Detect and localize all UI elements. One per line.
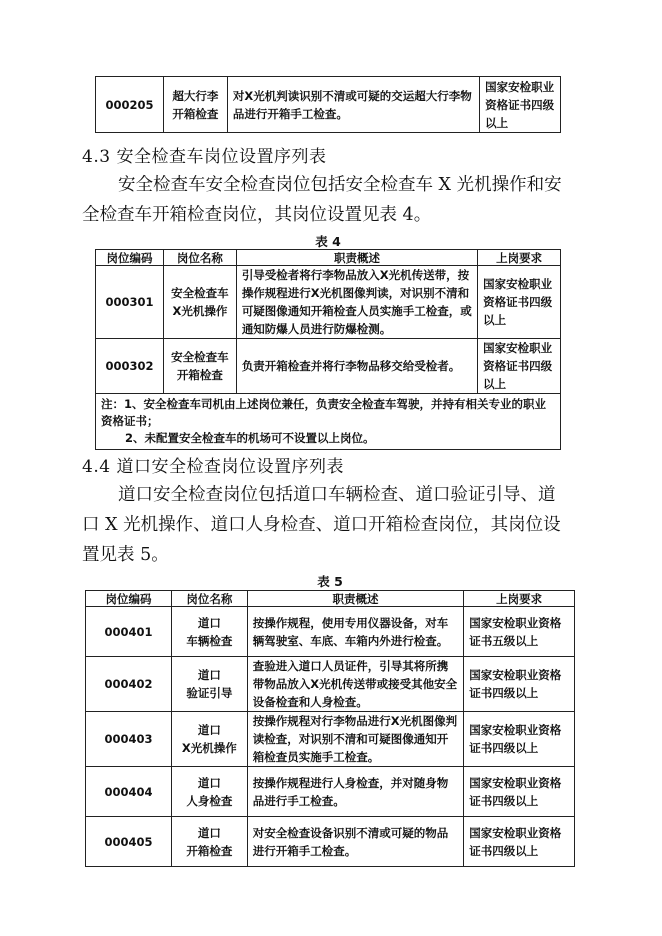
table-row	[96, 266, 561, 339]
name-cell: 道口 车辆检查	[171, 607, 247, 657]
duty-cell: 查验进入道口人员证件，引导其将所携带物品放入X光机传送带或接受其他安全设备检查和人身检查。	[247, 657, 463, 712]
header-req: 上岗要求	[478, 250, 561, 266]
header-req: 上岗要求	[464, 591, 575, 607]
table-note-row	[96, 394, 561, 450]
duty-cell: 按操作规程对行李物品进行X光机图像判读检查，对识别不清和可疑图像通知开箱检查员实施手工检查。	[247, 712, 463, 767]
header-name: 岗位名称	[171, 591, 247, 607]
table-row	[86, 817, 575, 867]
table4-caption: 表 4	[315, 234, 341, 249]
table-note	[96, 394, 561, 450]
code-cell: 000402	[86, 657, 172, 712]
name-cell: 道口 开箱检查	[171, 817, 247, 867]
duty-cell: 按操作规程，使用专用仪器设备，对车辆驾驶室、车底、车箱内外进行检查。	[247, 607, 463, 657]
table-row	[96, 77, 561, 133]
name-cell: 道口 人身检查	[171, 767, 247, 817]
section-paragraph-4-3: 安全检查车安全检查岗位包括安全检查车 X 光机操作和安全检查车开箱检查岗位，其岗位设置见表 4。	[82, 175, 562, 225]
duty-cell: 按操作规程进行人身检查，并对随身物品进行手工检查。	[247, 767, 463, 817]
header-duty: 职责概述	[236, 250, 477, 266]
note-line-1: 注：1、安全检查车司机由上述岗位兼任，负责安全检查车驾驶，并持有相关专业的职业资格证书；	[101, 397, 546, 428]
duty-cell: 对安全检查设备识别不清或可疑的物品进行开箱手工检查。	[247, 817, 463, 867]
req-cell: 国家安检职业资格证书四级以上	[478, 266, 561, 339]
header-name: 岗位名称	[163, 250, 236, 266]
code-cell: 000302	[96, 339, 164, 394]
note-line-2: 2、未配置安全检查车的机场可不设置以上岗位。	[125, 431, 375, 445]
table-top	[95, 76, 561, 133]
table-row	[86, 767, 575, 817]
code-cell: 000404	[86, 767, 172, 817]
table-row	[96, 339, 561, 394]
req-cell: 国家安检职业资格证书四级以上	[464, 657, 575, 712]
duty-cell: 负责开箱检查并将行李物品移交给受检者。	[236, 339, 477, 394]
header-code: 岗位编码	[86, 591, 172, 607]
table-row	[86, 712, 575, 767]
req-cell: 国家安检职业资格证书四级以上	[478, 339, 561, 394]
header-code: 岗位编码	[96, 250, 164, 266]
table-5	[85, 590, 575, 867]
table-row	[86, 657, 575, 712]
duty-cell: 对X光机判读识别不清或可疑的交运超大行李物品进行开箱手工检查。	[227, 77, 479, 133]
req-cell: 国家安检职业资格证书四级以上	[464, 767, 575, 817]
req-cell: 国家安检职业资格证书四级以上	[464, 817, 575, 867]
name-cell: 道口 验证引导	[171, 657, 247, 712]
header-duty: 职责概述	[247, 591, 463, 607]
code-cell: 000405	[86, 817, 172, 867]
code-cell: 000301	[96, 266, 164, 339]
req-cell: 国家安检职业资格证书四级以上	[480, 77, 561, 133]
req-cell: 国家安检职业资格证书五级以上	[464, 607, 575, 657]
section-heading-4-3: 4.3 安全检查车岗位设置序列表	[82, 147, 327, 167]
name-cell: 安全检查车 开箱检查	[163, 339, 236, 394]
duty-cell: 引导受检者将行李物品放入X光机传送带，按操作规程进行X光机图像判读，对识别不清和可疑图像通知开箱检查人员实施手工检查，或通知防爆人员进行防爆检测。	[236, 266, 477, 339]
table-header-row	[96, 250, 561, 266]
code-cell: 000401	[86, 607, 172, 657]
section-heading-4-4: 4.4 道口安全检查岗位设置序列表	[82, 457, 344, 477]
table5-caption: 表 5	[317, 574, 343, 589]
table-header-row	[86, 591, 575, 607]
name-cell: 超大行李 开箱检查	[163, 77, 227, 133]
table-4	[95, 249, 561, 450]
section-paragraph-4-4: 道口安全检查岗位包括道口车辆检查、道口验证引导、道口 X 光机操作、道口人身检查、道口开箱检查岗位，其岗位设置见表 5。	[82, 485, 561, 565]
code-cell: 000205	[96, 77, 164, 133]
name-cell: 安全检查车 X光机操作	[163, 266, 236, 339]
req-cell: 国家安检职业资格证书四级以上	[464, 712, 575, 767]
name-cell: 道口 X光机操作	[171, 712, 247, 767]
code-cell: 000403	[86, 712, 172, 767]
table-row	[86, 607, 575, 657]
